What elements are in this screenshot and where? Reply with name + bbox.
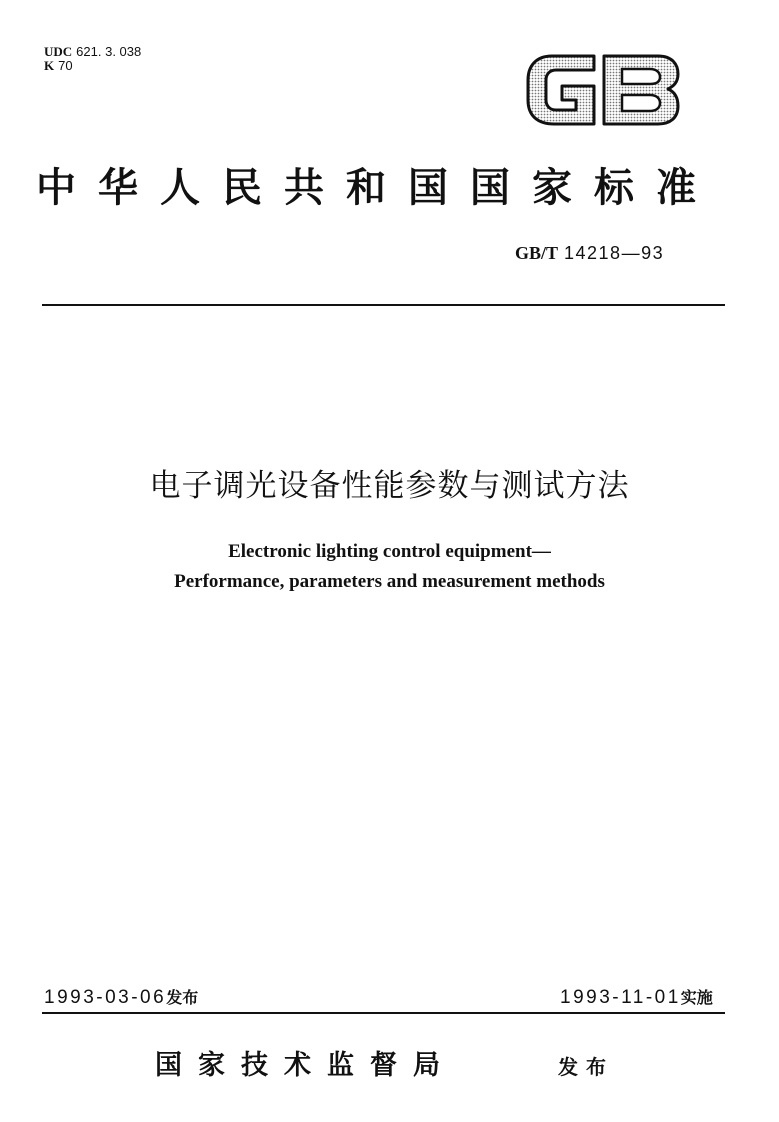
k-label: K bbox=[44, 58, 55, 73]
effective-date bbox=[560, 986, 713, 1010]
standard-number bbox=[515, 243, 664, 264]
issue-label: 发布 bbox=[558, 1055, 614, 1079]
footer-divider bbox=[42, 1012, 725, 1014]
effective-date-suffix: 实施 bbox=[680, 988, 713, 1007]
issued-date bbox=[44, 986, 198, 1010]
document-title-english-line2: Performance, parameters and measurement methods bbox=[174, 571, 605, 592]
udc-value: 621. 3. 038 bbox=[76, 44, 142, 59]
issuing-authority: 国家技术监督局 bbox=[155, 1050, 456, 1081]
issued-date-suffix: 发布 bbox=[166, 988, 199, 1007]
effective-date-value: 1993-11-01 bbox=[560, 987, 681, 1008]
standard-number-prefix: GB/T bbox=[515, 243, 559, 263]
k-classification bbox=[44, 59, 73, 73]
standard-series-title: 中华人民共和国国家标准 bbox=[36, 165, 718, 211]
document-title-chinese: 电子调光设备性能参数与测试方法 bbox=[149, 468, 630, 504]
k-value: 70 bbox=[58, 58, 73, 73]
gb-logo bbox=[522, 50, 682, 130]
document-title-english-line1: Electronic lighting control equipment— bbox=[228, 541, 551, 562]
udc-label: UDC bbox=[44, 44, 73, 59]
udc-classification bbox=[44, 45, 141, 59]
issued-date-value: 1993-03-06 bbox=[44, 987, 167, 1008]
header-divider bbox=[42, 304, 725, 306]
standard-number-value: 14218—93 bbox=[564, 243, 665, 263]
